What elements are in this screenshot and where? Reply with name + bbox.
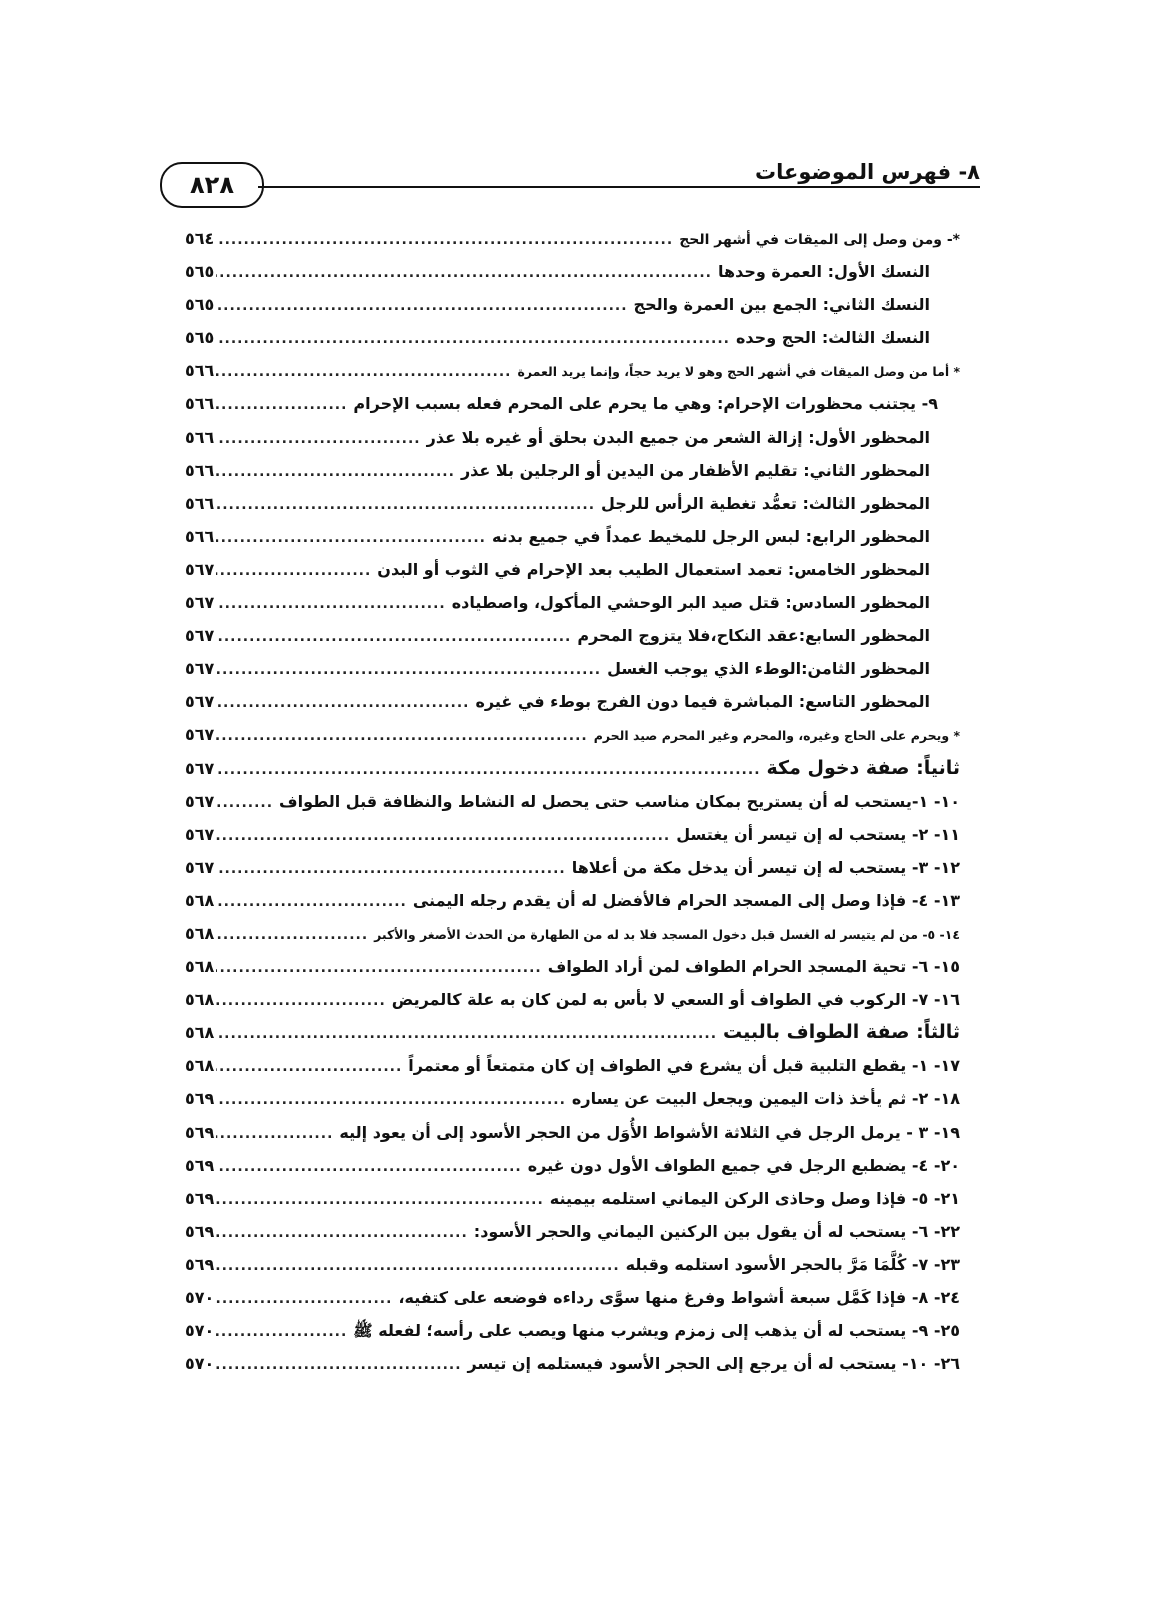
toc-entry-page: ٥٦٧ bbox=[185, 559, 215, 579]
toc-entry-title: ٢٦- ١٠- يستحب له أن يرجع إلى الحجر الأسود فيستلمه إن تيسر bbox=[467, 1354, 960, 1374]
toc-entry-title: المحظور السادس: قتل صيد البر الوحشي المأكول، واصطياده bbox=[451, 593, 930, 613]
toc-entry bbox=[185, 1347, 960, 1380]
toc-entry-page: ٥٦٤ bbox=[185, 229, 215, 248]
dot-leader bbox=[216, 919, 368, 950]
toc-entry-title: ثالثاً: صفة الطواف بالبيت bbox=[723, 1021, 960, 1044]
toc-entry-page: ٥٦٨ bbox=[185, 990, 215, 1010]
toc-entry-title: ثانياً: صفة دخول مكة bbox=[766, 756, 960, 779]
toc-entry bbox=[185, 421, 960, 454]
dot-leader bbox=[216, 787, 273, 818]
toc-entry-page: ٥٦٩ bbox=[185, 1089, 215, 1109]
dot-leader bbox=[216, 588, 445, 619]
dot-leader bbox=[216, 687, 469, 718]
toc-entry bbox=[185, 884, 960, 917]
toc-entry-page: ٥٦٥ bbox=[185, 262, 215, 282]
toc-entry-title: ٩- يجتنب محظورات الإحرام: وهي ما يحرم على المحرم فعله بسبب الإحرام bbox=[353, 394, 938, 414]
toc-entry bbox=[185, 586, 960, 619]
toc-entry-title: ٢٢- ٦- يستحب له أن يقول بين الركنين اليماني والحجر الأسود: bbox=[473, 1221, 960, 1241]
toc-entry-title: ١٨- ٢- ثم يأخذ ذات اليمين ويجعل البيت عن يساره bbox=[571, 1089, 960, 1109]
toc-entry bbox=[185, 1281, 960, 1314]
dot-leader bbox=[216, 1018, 717, 1049]
page-number-badge bbox=[160, 162, 264, 208]
toc-entry-page: ٥٦٧ bbox=[185, 725, 215, 745]
toc-entry bbox=[185, 983, 960, 1016]
toc-entry-page: ٥٦٥ bbox=[185, 328, 215, 348]
toc-entry-title: ٢٥- ٩- يستحب له أن يذهب إلى زمزم ويشرب منها ويصب على رأسه؛ لفعله ﷺ bbox=[353, 1321, 960, 1341]
dot-leader bbox=[216, 1349, 461, 1380]
toc-entry-page: ٥٦٦ bbox=[185, 394, 215, 414]
toc-entry-title: المحظور الخامس: تعمد استعمال الطيب بعد الإحرام في الثوب أو البدن bbox=[377, 559, 930, 579]
toc-entry bbox=[185, 1248, 960, 1281]
dot-leader bbox=[216, 224, 673, 255]
dot-leader bbox=[216, 1151, 521, 1182]
dot-leader bbox=[216, 423, 420, 454]
dot-leader bbox=[216, 389, 347, 420]
toc-entry-page: ٥٦٦ bbox=[185, 427, 215, 447]
dot-leader bbox=[216, 853, 565, 884]
toc-entry bbox=[185, 718, 960, 751]
toc-entry bbox=[185, 520, 960, 553]
toc-entry-title: ٢٤- ٨- فإذا كَمَّل سبعة أشواط وفرغ منها سوَّى رداءه فوضعه على كتفيه، bbox=[398, 1288, 960, 1307]
toc-entry-title: ٢٠- ٤- يضطبع الرجل في جميع الطواف الأول دون غيره bbox=[527, 1155, 960, 1175]
toc-entry bbox=[185, 1149, 960, 1182]
toc-entry bbox=[185, 255, 960, 288]
toc-entry-page: ٥٦٩ bbox=[185, 1221, 215, 1241]
toc-entry bbox=[185, 553, 960, 586]
dot-leader bbox=[216, 820, 670, 851]
dot-leader bbox=[216, 522, 486, 553]
toc-entry-page: ٥٦٧ bbox=[185, 758, 215, 778]
toc-entry-page: ٥٦٩ bbox=[185, 1155, 215, 1175]
dot-leader bbox=[216, 754, 760, 785]
header-rule bbox=[258, 186, 980, 188]
toc-entry-page: ٥٦٧ bbox=[185, 659, 215, 679]
toc-entry bbox=[185, 917, 960, 950]
toc-entry bbox=[185, 1116, 960, 1149]
dot-leader bbox=[216, 1118, 333, 1149]
toc-entry bbox=[185, 1016, 960, 1049]
toc-entry bbox=[185, 685, 960, 718]
toc-entry-title: المحظور الرابع: لبس الرجل للمخيط عمداً في جميع بدنه bbox=[491, 526, 930, 546]
toc-entry bbox=[185, 454, 960, 487]
toc-entry-page: ٥٧٠ bbox=[185, 1288, 215, 1307]
section-title: ٨- فهرس الموضوعات bbox=[755, 160, 980, 184]
toc-entry bbox=[185, 222, 960, 255]
toc-entry bbox=[185, 387, 960, 420]
dot-leader bbox=[216, 985, 385, 1016]
toc-entry bbox=[185, 652, 960, 685]
toc-entry-title: ١٤- ٥- من لم يتيسر له الغسل قبل دخول المسجد فلا بد له من الطهارة من الحدث الأصغر والأكبر bbox=[374, 926, 960, 942]
toc-entry bbox=[185, 321, 960, 354]
toc-entry-page: ٥٦٦ bbox=[185, 526, 215, 546]
toc-entry bbox=[185, 1049, 960, 1082]
dot-leader bbox=[216, 1184, 543, 1215]
toc-entry-page: ٥٦٧ bbox=[185, 791, 215, 811]
dot-leader bbox=[216, 1051, 402, 1082]
toc-entry-title: المحظور السابع:عقد النكاح،فلا يتزوج المحرم bbox=[577, 626, 930, 646]
toc-entry-title: النسك الثالث: الحج وحده bbox=[735, 328, 930, 348]
dot-leader bbox=[216, 1283, 392, 1314]
toc-entry-page: ٥٦٧ bbox=[185, 626, 215, 646]
toc-entry-title: ٢٣- ٧- كُلَّمَا مَرَّ بالحجر الأسود استلمه وقبله bbox=[625, 1254, 960, 1274]
dot-leader bbox=[216, 257, 712, 288]
toc-entry bbox=[185, 1082, 960, 1115]
toc-entry-title: ١٣- ٤- فإذا وصل إلى المسجد الحرام فالأفضل له أن يقدم رجله اليمنى bbox=[412, 890, 960, 910]
toc-entry-page: ٥٦٨ bbox=[185, 923, 215, 943]
toc-entry-title: المحظور الثامن:الوطء الذي يوجب الغسل bbox=[607, 659, 930, 679]
dot-leader bbox=[216, 456, 455, 487]
toc-entry bbox=[185, 818, 960, 851]
toc-entry-page: ٥٦٩ bbox=[185, 1188, 215, 1208]
dot-leader bbox=[216, 1250, 619, 1281]
dot-leader bbox=[216, 290, 627, 321]
toc-entry-page: ٥٦٧ bbox=[185, 824, 215, 844]
toc-entry bbox=[185, 487, 960, 520]
toc-entry-page: ٥٦٦ bbox=[185, 460, 215, 480]
toc-entry bbox=[185, 619, 960, 652]
toc-entry-page: ٥٦٦ bbox=[185, 493, 215, 513]
dot-leader bbox=[216, 1084, 566, 1115]
dot-leader bbox=[216, 654, 601, 685]
dot-leader bbox=[216, 1316, 347, 1347]
dot-leader bbox=[216, 489, 595, 520]
dot-leader bbox=[216, 1217, 468, 1248]
dot-leader bbox=[216, 323, 730, 354]
dot-leader bbox=[216, 886, 407, 917]
toc-entry-title: المحظور الثاني: تقليم الأظفار من اليدين أو الرجلين بلا عذر bbox=[460, 460, 930, 480]
dot-leader bbox=[216, 555, 371, 586]
toc-entry-title: ٢١- ٥- فإذا وصل وحاذى الركن اليماني استلمه بيمينه bbox=[549, 1188, 960, 1208]
dot-leader bbox=[216, 356, 511, 387]
toc-entry-title: * أما من وصل الميقات في أشهر الحج وهو لا يريد حجاً، وإنما يريد العمرة bbox=[517, 364, 960, 380]
toc-entry bbox=[185, 354, 960, 387]
toc-entry bbox=[185, 785, 960, 818]
toc-entry-page: ٥٦٩ bbox=[185, 1254, 215, 1274]
dot-leader bbox=[216, 621, 571, 652]
page-number: ٨٢٨ bbox=[190, 171, 234, 199]
toc-entry-title: ١٩- ٣ - يرمل الرجل في الثلاثة الأشواط الأُوَل من الحجر الأسود إلى أن يعود إليه bbox=[339, 1122, 960, 1142]
dot-leader bbox=[216, 720, 587, 751]
toc-entry bbox=[185, 1182, 960, 1215]
toc-entry-page: ٥٧٠ bbox=[185, 1354, 215, 1374]
toc-entry bbox=[185, 1215, 960, 1248]
toc-entry bbox=[185, 950, 960, 983]
toc-entry-page: ٥٦٨ bbox=[185, 1056, 215, 1076]
table-of-contents bbox=[185, 222, 960, 1380]
toc-entry-page: ٥٦٧ bbox=[185, 857, 215, 877]
toc-entry-title: ١٢- ٣- يستحب له إن تيسر أن يدخل مكة من أعلاها bbox=[571, 857, 960, 877]
toc-entry-page: ٥٧٠ bbox=[185, 1321, 215, 1341]
toc-entry-page: ٥٦٨ bbox=[185, 957, 215, 977]
toc-entry-title: المحظور التاسع: المباشرة فيما دون الفرج بوطء في غيره bbox=[475, 692, 930, 712]
toc-entry-title: ١١- ٢- يستحب له إن تيسر أن يغتسل bbox=[676, 824, 960, 844]
toc-entry-title: * ويحرم على الحاج وغيره، والمحرم وغير المحرم صيد الحرم bbox=[593, 728, 960, 744]
toc-entry bbox=[185, 1314, 960, 1347]
dot-leader bbox=[216, 952, 541, 983]
toc-entry-title: النسك الثاني: الجمع بين العمرة والحج bbox=[633, 295, 930, 315]
toc-entry-page: ٥٦٩ bbox=[185, 1122, 215, 1142]
toc-entry-title: ١٥- ٦- تحية المسجد الحرام الطواف لمن أراد الطواف bbox=[547, 957, 960, 977]
toc-entry bbox=[185, 851, 960, 884]
toc-entry-title: ١٦- ٧- الركوب في الطواف أو السعي لا بأس به لمن كان به علة كالمريض bbox=[391, 990, 960, 1010]
toc-entry-title: المحظور الأول: إزالة الشعر من جميع البدن بحلق أو غيره بلا عذر bbox=[426, 427, 930, 447]
toc-entry bbox=[185, 288, 960, 321]
toc-entry bbox=[185, 752, 960, 785]
toc-entry-title: المحظور الثالث: تعمُّد تغطية الرأس للرجل bbox=[601, 493, 930, 513]
toc-entry-page: ٥٦٧ bbox=[185, 593, 215, 613]
toc-entry-page: ٥٦٥ bbox=[185, 295, 215, 315]
toc-entry-title: ١٠- ١-يستحب له أن يستريح بمكان مناسب حتى يحصل له النشاط والنظافة قبل الطواف bbox=[279, 791, 960, 811]
toc-entry-title: ١٧- ١- يقطع التلبية قبل أن يشرع في الطواف إن كان متمتعاً أو معتمراً bbox=[408, 1056, 960, 1076]
page-header bbox=[160, 160, 980, 208]
toc-entry-title: *- ومن وصل إلى الميقات في أشهر الحج bbox=[679, 232, 960, 248]
toc-entry-page: ٥٦٧ bbox=[185, 692, 215, 712]
toc-entry-page: ٥٦٨ bbox=[185, 890, 215, 910]
toc-entry-title: النسك الأول: العمرة وحدها bbox=[717, 262, 930, 282]
toc-entry-page: ٥٦٨ bbox=[185, 1023, 215, 1043]
toc-entry-page: ٥٦٦ bbox=[185, 361, 215, 381]
